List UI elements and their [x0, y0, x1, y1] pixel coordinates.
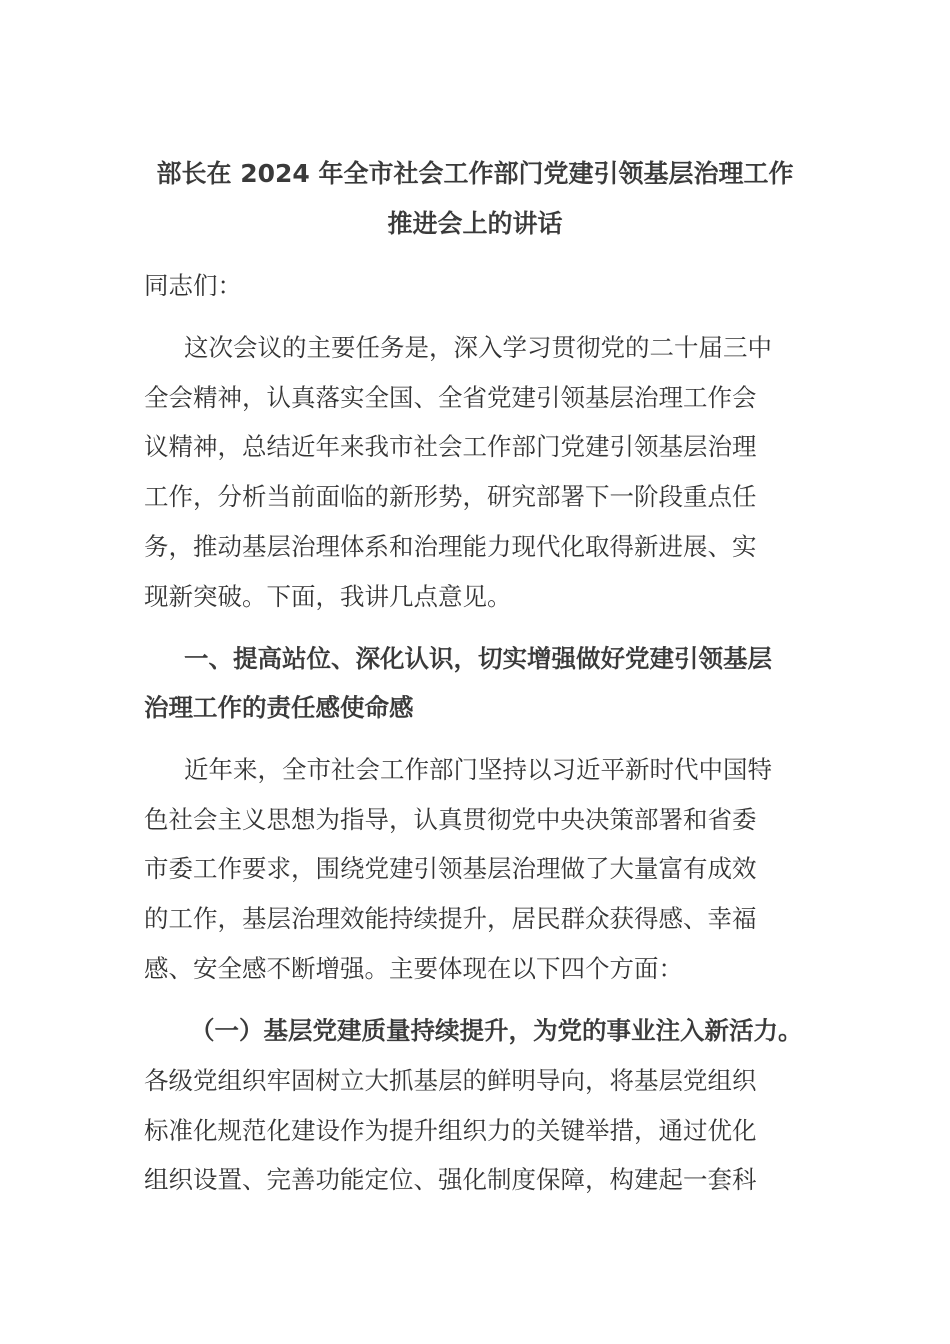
salutation: 同志们： [144, 271, 242, 300]
intro-line: 全会精神，认真落实全国、全省党建引领基层治理工作会 [144, 383, 757, 412]
section-paragraph-line: 色社会主义思想为指导，认真贯彻党中央决策部署和省委 [144, 805, 757, 834]
intro-line: 务，推动基层治理体系和治理能力现代化取得新进展、实 [144, 532, 757, 561]
section-paragraph-line: 市委工作要求，围绕党建引领基层治理做了大量富有成效 [144, 854, 757, 883]
section-heading-line: 治理工作的责任感使命感 [144, 693, 414, 722]
document-title-line-2: 推进会上的讲话 [387, 209, 563, 238]
section-heading-line: 一、提高站位、深化认识，切实增强做好党建引领基层 [184, 644, 772, 673]
intro-line: 工作，分析当前面临的新形势，研究部署下一阶段重点任 [144, 482, 757, 511]
section-paragraph-line: 感、安全感不断增强。主要体现在以下四个方面： [144, 954, 683, 983]
document-title-line-1: 部长在 2024 年全市社会工作部门党建引领基层治理工作 [156, 159, 794, 188]
intro-line: 议精神，总结近年来我市社会工作部门党建引领基层治理 [144, 432, 757, 461]
section-paragraph-line: 近年来，全市社会工作部门坚持以习近平新时代中国特 [184, 755, 772, 784]
subsection-line: 各级党组织牢固树立大抓基层的鲜明导向，将基层党组织 [144, 1066, 757, 1095]
intro-line: 现新突破。下面，我讲几点意见。 [144, 582, 512, 611]
subsection-heading: （一）基层党建质量持续提升，为党的事业注入新活力。 [190, 1016, 803, 1045]
section-paragraph-line: 的工作，基层治理效能持续提升，居民群众获得感、幸福 [144, 904, 757, 933]
intro-line: 这次会议的主要任务是，深入学习贯彻党的二十届三中 [184, 333, 772, 362]
subsection-line: 标准化规范化建设作为提升组织力的关键举措，通过优化 [144, 1116, 757, 1145]
subsection-line: 组织设置、完善功能定位、强化制度保障，构建起一套科 [144, 1165, 757, 1194]
